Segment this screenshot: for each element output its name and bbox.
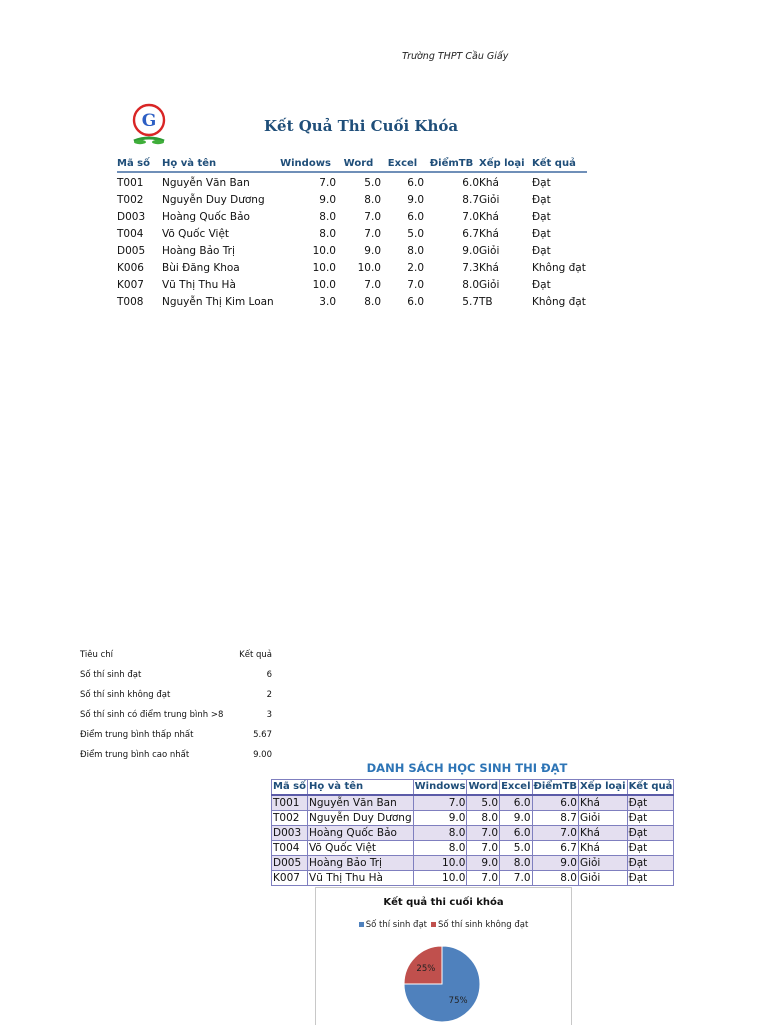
stat-label: Điểm trung bình thấp nhất (80, 730, 194, 740)
table-row-cell: T004 (117, 228, 144, 240)
passed-cell: K007 (272, 871, 308, 886)
stats-row (80, 705, 272, 725)
stat-value: 5.67 (253, 730, 272, 740)
table-row-cell: 7.0 (462, 211, 479, 223)
stat-label: Số thí sinh có điểm trung bình >8 (80, 710, 224, 720)
stat-value: 9.00 (253, 750, 272, 760)
legend-label: Số thí sinh đạt (365, 920, 427, 930)
passed-cell: Khá (578, 841, 627, 856)
results-table (117, 156, 587, 311)
passed-cell: Giỏi (578, 871, 627, 886)
table-row-cell: 10.0 (312, 279, 336, 291)
table-row-cell: 8.7 (462, 194, 479, 206)
table-header-row-cell: Kết quả (532, 158, 576, 169)
passed-cell: 9.0 (467, 856, 500, 871)
table-row-cell: K007 (117, 279, 144, 291)
stats-header-row (80, 645, 272, 665)
chart-legend (316, 920, 571, 930)
table-row-cell: 6.7 (462, 228, 479, 240)
passed-row (272, 856, 674, 871)
table-row-cell: Khá (479, 211, 499, 223)
passed-row (272, 826, 674, 841)
legend-item (359, 920, 427, 930)
stats-row (80, 745, 272, 765)
table-row (117, 175, 587, 192)
table-row-cell: Nguyễn Văn Ban (162, 177, 250, 189)
logo-letter: G (141, 111, 157, 131)
legend-item (431, 920, 528, 930)
passed-cell: 7.0 (467, 871, 500, 886)
table-row-cell: 7.0 (319, 177, 336, 189)
passed-row (272, 795, 674, 811)
stat-value: 6 (266, 670, 272, 680)
table-row-cell: 8.0 (319, 211, 336, 223)
passed-cell: Giỏi (578, 856, 627, 871)
table-header-row-cell: Word (343, 158, 374, 169)
table-row (117, 294, 587, 311)
passed-row (272, 811, 674, 826)
passed-cell: Đạt (627, 871, 674, 886)
passed-cell: D003 (272, 826, 308, 841)
table-row-cell: Không đạt (532, 296, 586, 308)
passed-cell: 6.7 (532, 841, 578, 856)
table-row-cell: Đạt (532, 211, 551, 223)
table-row-cell: Vũ Thị Thu Hà (162, 279, 236, 291)
stats-row (80, 665, 272, 685)
table-row-cell: 9.0 (407, 194, 424, 206)
passed-cell: 10.0 (413, 871, 467, 886)
table-header-row (117, 156, 587, 173)
table-row (117, 192, 587, 209)
passed-cell: 7.0 (413, 795, 467, 811)
table-row-cell: D003 (117, 211, 146, 223)
school-logo (118, 100, 180, 148)
table-row-cell: 9.0 (462, 245, 479, 257)
passed-header-cell: Họ và tên (308, 780, 414, 796)
table-row-cell: D005 (117, 245, 146, 257)
table-row-cell: 10.0 (312, 262, 336, 274)
stat-label: Tiêu chí (80, 650, 114, 660)
passed-cell: T001 (272, 795, 308, 811)
table-row-cell: 8.0 (364, 194, 381, 206)
passed-cell: Nguyễn Duy Dương (309, 812, 412, 824)
passed-cell: Đạt (627, 826, 674, 841)
table-row-cell: TB (479, 296, 493, 308)
table-row-cell: Hoàng Bảo Trị (162, 245, 235, 257)
passed-cell: 7.0 (532, 826, 578, 841)
table-row-cell: T002 (117, 194, 144, 206)
passed-cell: 8.7 (532, 811, 578, 826)
table-header-row-cell: Xếp loại (479, 158, 525, 169)
passed-list-title: DANH SÁCH HỌC SINH THI ĐẠT (366, 761, 568, 775)
passed-header-row (272, 780, 674, 796)
passed-row (272, 841, 674, 856)
legend-label: Số thí sinh không đạt (438, 920, 529, 930)
table-row-cell: 7.0 (364, 211, 381, 223)
table-row-cell: 8.0 (407, 245, 424, 257)
passed-row (272, 871, 674, 886)
table-row-cell: Đạt (532, 228, 551, 240)
table-row-cell: 7.0 (364, 228, 381, 240)
passed-cell: 7.0 (467, 826, 500, 841)
passed-cell: Đạt (627, 795, 674, 811)
passed-cell: 6.0 (500, 795, 532, 811)
table-row (117, 277, 587, 294)
stat-label: Số thí sinh đạt (80, 670, 142, 680)
table-row-cell: Đạt (532, 245, 551, 257)
passed-cell: T004 (272, 841, 308, 856)
table-row-cell: Khá (479, 177, 499, 189)
passed-cell: 10.0 (413, 856, 467, 871)
passed-cell: Vũ Thị Thu Hà (308, 871, 414, 886)
pie-data-label: 75% (448, 996, 468, 1007)
table-row-cell: 2.0 (407, 262, 424, 274)
table-row-cell: K006 (117, 262, 144, 274)
table-row-cell: Nguyễn Thị Kim Loan (162, 296, 274, 308)
stat-value: 3 (266, 710, 272, 720)
chart-title: Kết quả thi cuối khóa (383, 897, 504, 908)
legend-swatch (431, 922, 436, 927)
passed-cell: Khá (578, 795, 627, 811)
passed-cell: Nguyễn Văn Ban (308, 795, 414, 811)
table-row-cell: Đạt (532, 194, 551, 206)
stat-label: Số thí sinh không đạt (80, 690, 171, 700)
passed-cell: 5.0 (467, 795, 500, 811)
school-header: Trường THPT Cầu Giấy (402, 51, 509, 62)
stats-row (80, 725, 272, 745)
passed-header-cell: Windows (413, 780, 467, 796)
logo-caption: TRƯỜNG THPT CẦU GIẤY (118, 100, 131, 101)
table-row-cell: Giỏi (479, 194, 500, 206)
table-row (117, 260, 587, 277)
passed-cell: 7.0 (467, 841, 500, 856)
passed-cell: Hoàng Quốc Bảo (308, 826, 414, 841)
table-row-cell: 10.0 (357, 262, 381, 274)
logo-graphic (118, 100, 180, 148)
passed-cell: Đạt (627, 856, 674, 871)
passed-cell: 8.0 (467, 811, 500, 826)
table-header-row-cell: Mã số (117, 158, 151, 169)
table-row-cell: 3.0 (319, 296, 336, 308)
passed-header-cell: Mã số (272, 780, 308, 796)
stat-value: Kết quả (239, 650, 272, 660)
table-row-cell: 5.7 (462, 296, 479, 308)
table-header-row-cell: ĐiểmTB (429, 158, 474, 169)
table-row-cell: Đạt (532, 279, 551, 291)
passed-cell: 6.0 (532, 795, 578, 811)
table-row-cell: 6.0 (462, 177, 479, 189)
passed-header-cell: Xếp loại (578, 780, 627, 796)
table-row-cell: 7.0 (407, 279, 424, 291)
table-row-cell: Khá (479, 262, 499, 274)
table-row-cell: 6.0 (407, 177, 424, 189)
table-row-cell: T001 (117, 177, 144, 189)
table-row (117, 209, 587, 226)
pie-chart (315, 887, 572, 1025)
legend-swatch (359, 922, 364, 927)
table-row-cell: 9.0 (319, 194, 336, 206)
table-row-cell: 8.0 (364, 296, 381, 308)
passed-cell: D005 (272, 856, 308, 871)
passed-header-cell: Excel (500, 780, 532, 796)
passed-cell: 8.0 (500, 856, 532, 871)
table-row-cell: Không đạt (532, 262, 586, 274)
passed-cell: Giỏi (578, 811, 627, 826)
table-row-cell: 8.0 (319, 228, 336, 240)
passed-cell: 9.0 (413, 811, 467, 826)
table-header-row-cell: Windows (280, 158, 331, 169)
table-row-cell: Hoàng Quốc Bảo (162, 211, 250, 223)
passed-cell: 9.0 (500, 811, 532, 826)
passed-cell: Võ Quốc Việt (308, 841, 414, 856)
table-row-cell: 9.0 (364, 245, 381, 257)
table-row-cell: Nguyễn Duy Dương (162, 194, 265, 206)
passed-cell: 8.0 (532, 871, 578, 886)
table-header-row-cell: Excel (387, 158, 418, 169)
table-row-cell: 7.3 (462, 262, 479, 274)
table-row-cell: T008 (117, 296, 144, 308)
table-header-row-cell: Họ và tên (162, 158, 217, 169)
passed-header-cell: Kết quả (627, 780, 674, 796)
passed-cell: 8.0 (413, 841, 467, 856)
summary-stats (80, 645, 272, 765)
passed-header-cell: Word (467, 780, 500, 796)
table-row-cell: 8.0 (462, 279, 479, 291)
table-row-cell: 10.0 (312, 245, 336, 257)
passed-cell: Hoàng Bảo Trị (308, 856, 414, 871)
passed-cell: 9.0 (532, 856, 578, 871)
table-row-cell: Giỏi (479, 245, 500, 257)
passed-header-cell: ĐiểmTB (532, 780, 578, 796)
table-row-cell: Đạt (532, 177, 551, 189)
table-row-cell: 5.0 (407, 228, 424, 240)
table-row (117, 226, 587, 243)
stat-label: Điểm trung bình cao nhất (80, 750, 190, 760)
passed-cell: 7.0 (500, 871, 532, 886)
passed-cell: T002 (272, 811, 308, 826)
table-row-cell: 6.0 (407, 211, 424, 223)
passed-cell: 6.0 (500, 826, 532, 841)
stat-value: 2 (266, 690, 272, 700)
table-row-cell: 7.0 (364, 279, 381, 291)
table-row (117, 243, 587, 260)
passed-list-table (271, 779, 674, 886)
stats-row (80, 685, 272, 705)
pie-plot (402, 943, 482, 1025)
passed-cell: Khá (578, 826, 627, 841)
passed-cell: 8.0 (413, 826, 467, 841)
table-row-cell: 5.0 (364, 177, 381, 189)
pie-data-label: 25% (416, 963, 436, 974)
table-row-cell: Giỏi (479, 279, 500, 291)
passed-cell: Đạt (627, 811, 674, 826)
table-row-cell: Bùi Đăng Khoa (162, 262, 240, 274)
passed-cell: Đạt (627, 841, 674, 856)
page-title: Kết Quả Thi Cuối Khóa (264, 117, 459, 135)
passed-cell: 5.0 (500, 841, 532, 856)
table-row-cell: Võ Quốc Việt (162, 228, 230, 240)
table-row-cell: 6.0 (407, 296, 424, 308)
table-row-cell: Khá (479, 228, 499, 240)
